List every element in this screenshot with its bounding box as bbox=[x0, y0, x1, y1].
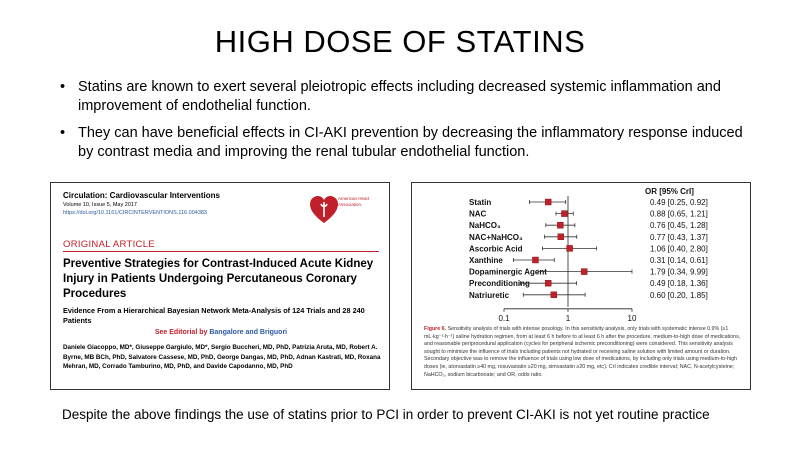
row-label: Ascorbic Acid bbox=[469, 244, 523, 254]
or-point-marker bbox=[561, 211, 567, 217]
heart-torch-logo-icon bbox=[309, 195, 339, 225]
or-point-marker bbox=[558, 234, 564, 240]
row-label: NaHCO₃ bbox=[469, 221, 501, 231]
forest-plot-image bbox=[411, 182, 751, 390]
or-value-label: 1.06 [0.40, 2.80] bbox=[650, 244, 708, 254]
author-list: Daniele Giacoppo, MD*, Giuseppe Gargiulo, MD*, Sergio Buccheri, MD, PhD, Patrizia Aruta, MD, Robert A. Byrne, MB BCh, PhD, Salvatore Cassese, MD, PhD, George Dangas, MD, PhD, Adnan Kastrati, MD, Roxana Mehran, MD, Corrado Tamburino, MD, PhD, and Davide Capodanno, MD, PhD bbox=[63, 344, 381, 370]
or-value-label: 0.60 [0.20, 1.85] bbox=[650, 290, 708, 300]
x-axis-tick-label: 0.1 bbox=[498, 313, 510, 323]
row-label: Statin bbox=[469, 198, 492, 207]
article-subtitle: Evidence From a Hierarchical Bayesian Network Meta-Analysis of 124 Trials and 28 240 Patients bbox=[63, 306, 365, 325]
or-value-label: 0.49 [0.25, 0.92] bbox=[650, 198, 708, 207]
figure-label: Figure 6. bbox=[424, 326, 447, 332]
or-value-label: 0.77 [0.43, 1.37] bbox=[650, 232, 708, 242]
row-label: Natriuretic bbox=[469, 290, 510, 300]
bullet-item: • They can have beneficial effects in CI-AKI prevention by decreasing the inflammatory response induced by contrast media and improving the renal tubular endothelial function. bbox=[58, 124, 758, 162]
or-point-marker bbox=[551, 292, 557, 298]
editorial-note bbox=[51, 329, 390, 336]
or-value-label: 1.79 [0.34, 9.99] bbox=[650, 267, 708, 277]
or-value-label: 0.76 [0.45, 1.28] bbox=[650, 221, 708, 231]
slide-footer-note: Despite the above findings the use of statins prior to PCI in order to prevent CI-AKI is not yet routine practice bbox=[62, 407, 710, 422]
editorial-prefix: See Editorial by bbox=[154, 329, 208, 336]
row-label: Xanthine bbox=[469, 256, 503, 265]
journal-name: Circulation: Cardiovascular Interventions bbox=[63, 191, 220, 200]
row-label: NAC+NaHCO₃ bbox=[469, 232, 523, 242]
or-column-header: OR [95% CrI] bbox=[645, 187, 694, 196]
or-point-marker bbox=[545, 280, 551, 286]
bullet-list bbox=[58, 78, 758, 170]
slide-title: HIGH DOSE OF STATINS bbox=[214, 24, 586, 59]
journal-volume: Volume 10, Issue 5, May 2017 bbox=[63, 202, 137, 208]
or-value-label: 0.88 [0.65, 1.21] bbox=[650, 209, 708, 219]
row-label: Preconditioning bbox=[469, 279, 530, 289]
row-label: NAC bbox=[469, 209, 487, 219]
section-label: ORIGINAL ARTICLE bbox=[63, 239, 155, 250]
or-value-label: 0.31 [0.14, 0.61] bbox=[650, 256, 708, 265]
or-point-marker bbox=[532, 257, 538, 263]
doi-link: https://doi.org/10.1161/CIRCINTERVENTIONS.116.004383 bbox=[63, 210, 207, 216]
paper-excerpt-image bbox=[50, 182, 390, 390]
x-axis-tick-label: 1 bbox=[565, 313, 571, 323]
figure-caption bbox=[424, 326, 742, 379]
x-axis-tick-label: 10 bbox=[627, 313, 637, 323]
or-point-marker bbox=[545, 199, 551, 205]
bullet-item: • Statins are known to exert several pleiotropic effects including decreased systemic inflammation and improvement of endothelial function. bbox=[58, 78, 758, 116]
figure-caption-text: Sensitivity analysis of trials with intense posology. In this sensitivity analysis, only trials with systematic intense 0.9% (≥1 mL·kg⁻¹·h⁻¹) saline hydration regimen, from at least 6 h before to at least 6 h after the procedure, medium-to-high dose of medications, and reasonable periprocedural application (cycles for peripheral ischemic preconditioning) were considered. This sensitivity analysis sought to minimize the influence of trials including patients not hydrated or receiving saline solution with limited amount or duration. Secondary objective was to remove the influence of trials using low dose of medications, by including only trials using medium-to-high doses (ie, atorvastatin ≥40 mg, rosuvastatin ≥20 mg, simvastatin ≥20 mg, etc). CrI indicates credible interval; NAC, N-acetylcysteine; NaHCO₃, sodium bicarbonate; and OR, odds ratio. bbox=[424, 326, 741, 378]
aha-logo-text: American Heart Association. bbox=[338, 196, 370, 207]
section-divider bbox=[63, 251, 379, 252]
or-point-marker bbox=[557, 222, 563, 228]
forest-plot bbox=[412, 183, 751, 323]
or-point-marker bbox=[581, 269, 587, 275]
editorial-authors: Bangalore and Briguori bbox=[209, 329, 288, 336]
article-title: Preventive Strategies for Contrast-Induced Acute Kidney Injury in Patients Undergoing Percutaneous Coronary Procedures bbox=[63, 258, 374, 300]
or-point-marker bbox=[567, 245, 573, 251]
or-value-label: 0.49 [0.18, 1.36] bbox=[650, 279, 708, 289]
row-label: Dopaminergic Agent bbox=[469, 267, 547, 277]
